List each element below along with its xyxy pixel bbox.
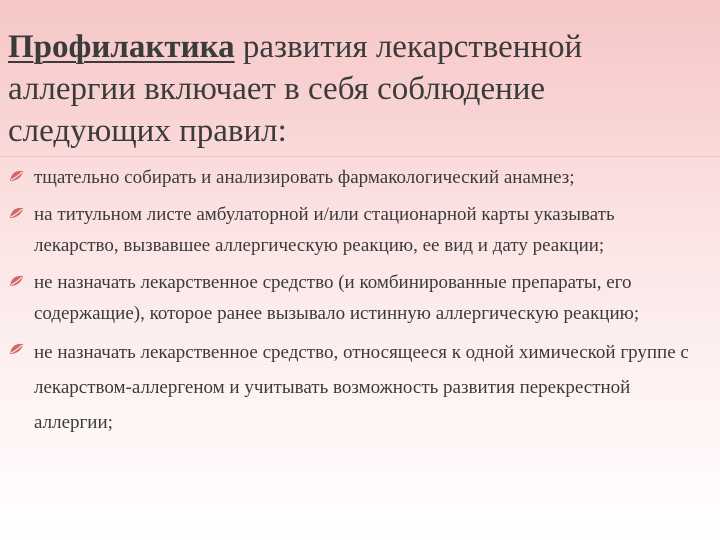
title-rest: развития лекарственной аллергии включает в себя соблюдение следующих правил: <box>8 29 583 149</box>
bullet-text-3: не назначать лекарственное средство (и комбинированные препараты, его содержащие), которое ранее вызывало истинную аллергическую реакцию; <box>34 272 640 324</box>
bullet-item-2 <box>8 199 698 261</box>
bullet-text-4: не назначать лекарственное средство, относящееся к одной химической группе с лекарством-аллергеном и учитывать возможность развития перекрестной аллергии; <box>34 342 689 433</box>
bullet-item-3 <box>8 267 698 329</box>
bullet-list <box>8 162 698 440</box>
leaf-bullet-icon <box>9 199 27 230</box>
title-divider <box>0 156 720 157</box>
leaf-bullet-icon <box>9 267 27 298</box>
bullet-item-4 <box>8 335 698 440</box>
title-emphasis: Профилактика <box>8 29 235 65</box>
leaf-bullet-icon <box>9 162 27 193</box>
leaf-bullet-icon <box>9 335 27 366</box>
bullet-text-1: тщательно собирать и анализировать фармакологический анамнез; <box>34 167 575 188</box>
slide-title <box>8 26 708 152</box>
bullet-item-1 <box>8 162 698 193</box>
bullet-text-2: на титульном листе амбулаторной и/или стационарной карты указывать лекарство, вызвавшее аллергическую реакцию, ее вид и дату реакции; <box>34 204 615 256</box>
